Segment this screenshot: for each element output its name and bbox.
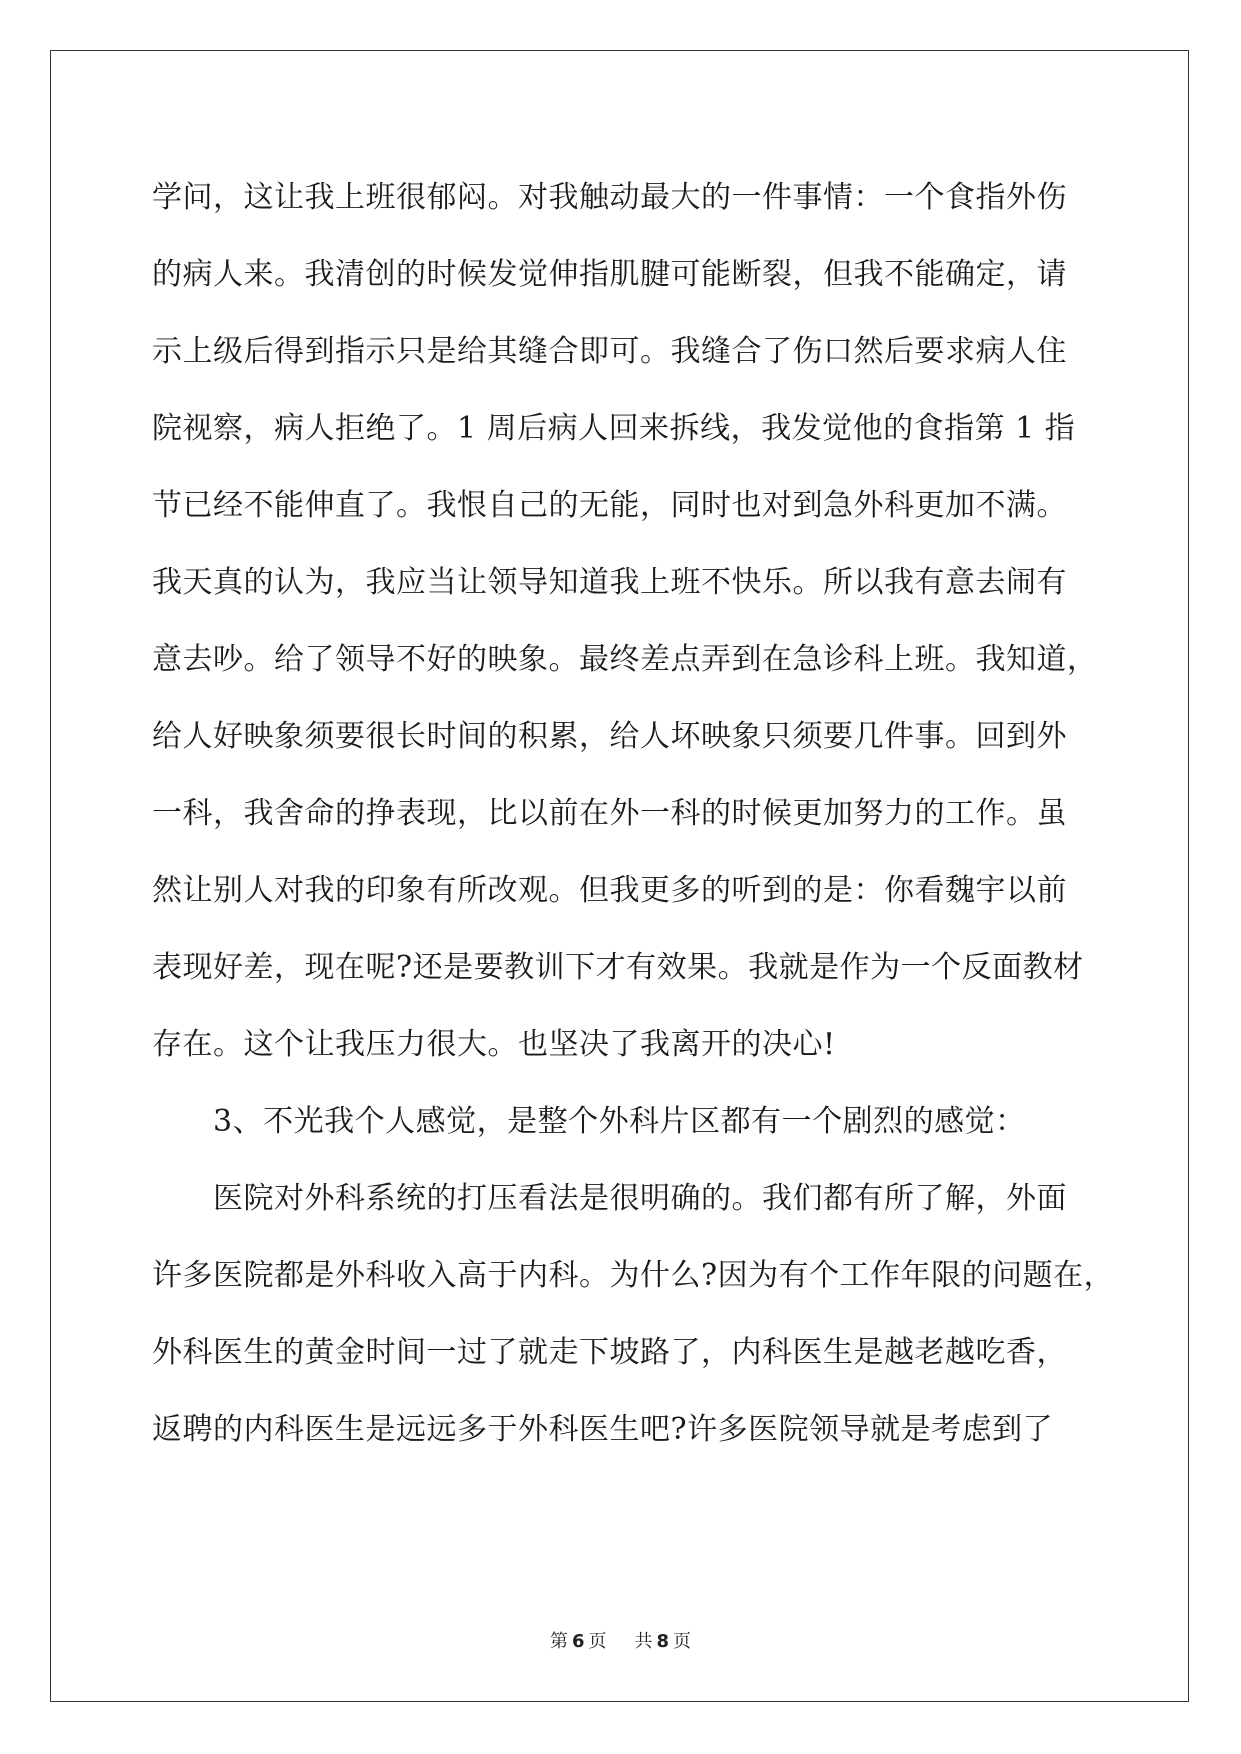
body-line-11: 表现好差，现在呢?还是要教训下才有效果。我就是作为一个反面教材 [152, 950, 1084, 985]
page-footer [0, 1627, 1241, 1653]
page-prefix: 第 [549, 1631, 568, 1652]
page-suffix: 页 [588, 1631, 607, 1652]
total-suffix: 页 [673, 1631, 692, 1652]
body-line-14: 医院对外科系统的打压看法是很明确的。我们都有所了解，外面 [213, 1181, 1067, 1216]
document-body [152, 159, 1115, 1468]
body-line-10: 然让别人对我的印象有所改观。但我更多的听到的是：你看魏宇以前 [152, 873, 1067, 908]
body-line-13: 3、不光我个人感觉，是整个外科片区都有一个剧烈的感觉： [213, 1104, 1026, 1139]
body-line-9: 一科，我舍命的挣表现，比以前在外一科的时候更加努力的工作。虽 [152, 796, 1067, 831]
body-line-3: 示上级后得到指示只是给其缝合即可。我缝合了伤口然后要求病人住 [152, 334, 1067, 369]
body-line-2: 的病人来。我清创的时候发觉伸指肌腱可能断裂，但我不能确定，请 [152, 257, 1067, 292]
total-prefix: 共 [634, 1631, 653, 1652]
body-line-16: 外科医生的黄金时间一过了就走下坡路了，内科医生是越老越吃香， [152, 1335, 1067, 1370]
body-line-4: 院视察，病人拒绝了。1 周后病人回来拆线，我发觉他的食指第 1 指 [152, 411, 1076, 446]
body-line-6: 我天真的认为，我应当让领导知道我上班不快乐。所以我有意去闹有 [152, 565, 1067, 600]
body-line-7: 意去吵。给了领导不好的映象。最终差点弄到在急诊科上班。我知道， [152, 642, 1098, 677]
body-line-17: 返聘的内科医生是远远多于外科医生吧?许多医院领导就是考虑到了 [152, 1412, 1054, 1447]
body-line-8: 给人好映象须要很长时间的积累，给人坏映象只须要几件事。回到外 [152, 719, 1067, 754]
total-pages: 8 [656, 1631, 670, 1652]
page-number: 6 [571, 1631, 585, 1652]
body-line-5: 节已经不能伸直了。我恨自己的无能，同时也对到急外科更加不满。 [152, 488, 1067, 523]
body-line-15: 许多医院都是外科收入高于内科。为什么?因为有个工作年限的问题在， [152, 1258, 1115, 1293]
body-line-1: 学问，这让我上班很郁闷。对我触动最大的一件事情：一个食指外伤 [152, 180, 1067, 215]
body-line-12: 存在。这个让我压力很大。也坚决了我离开的决心! [152, 1027, 836, 1062]
